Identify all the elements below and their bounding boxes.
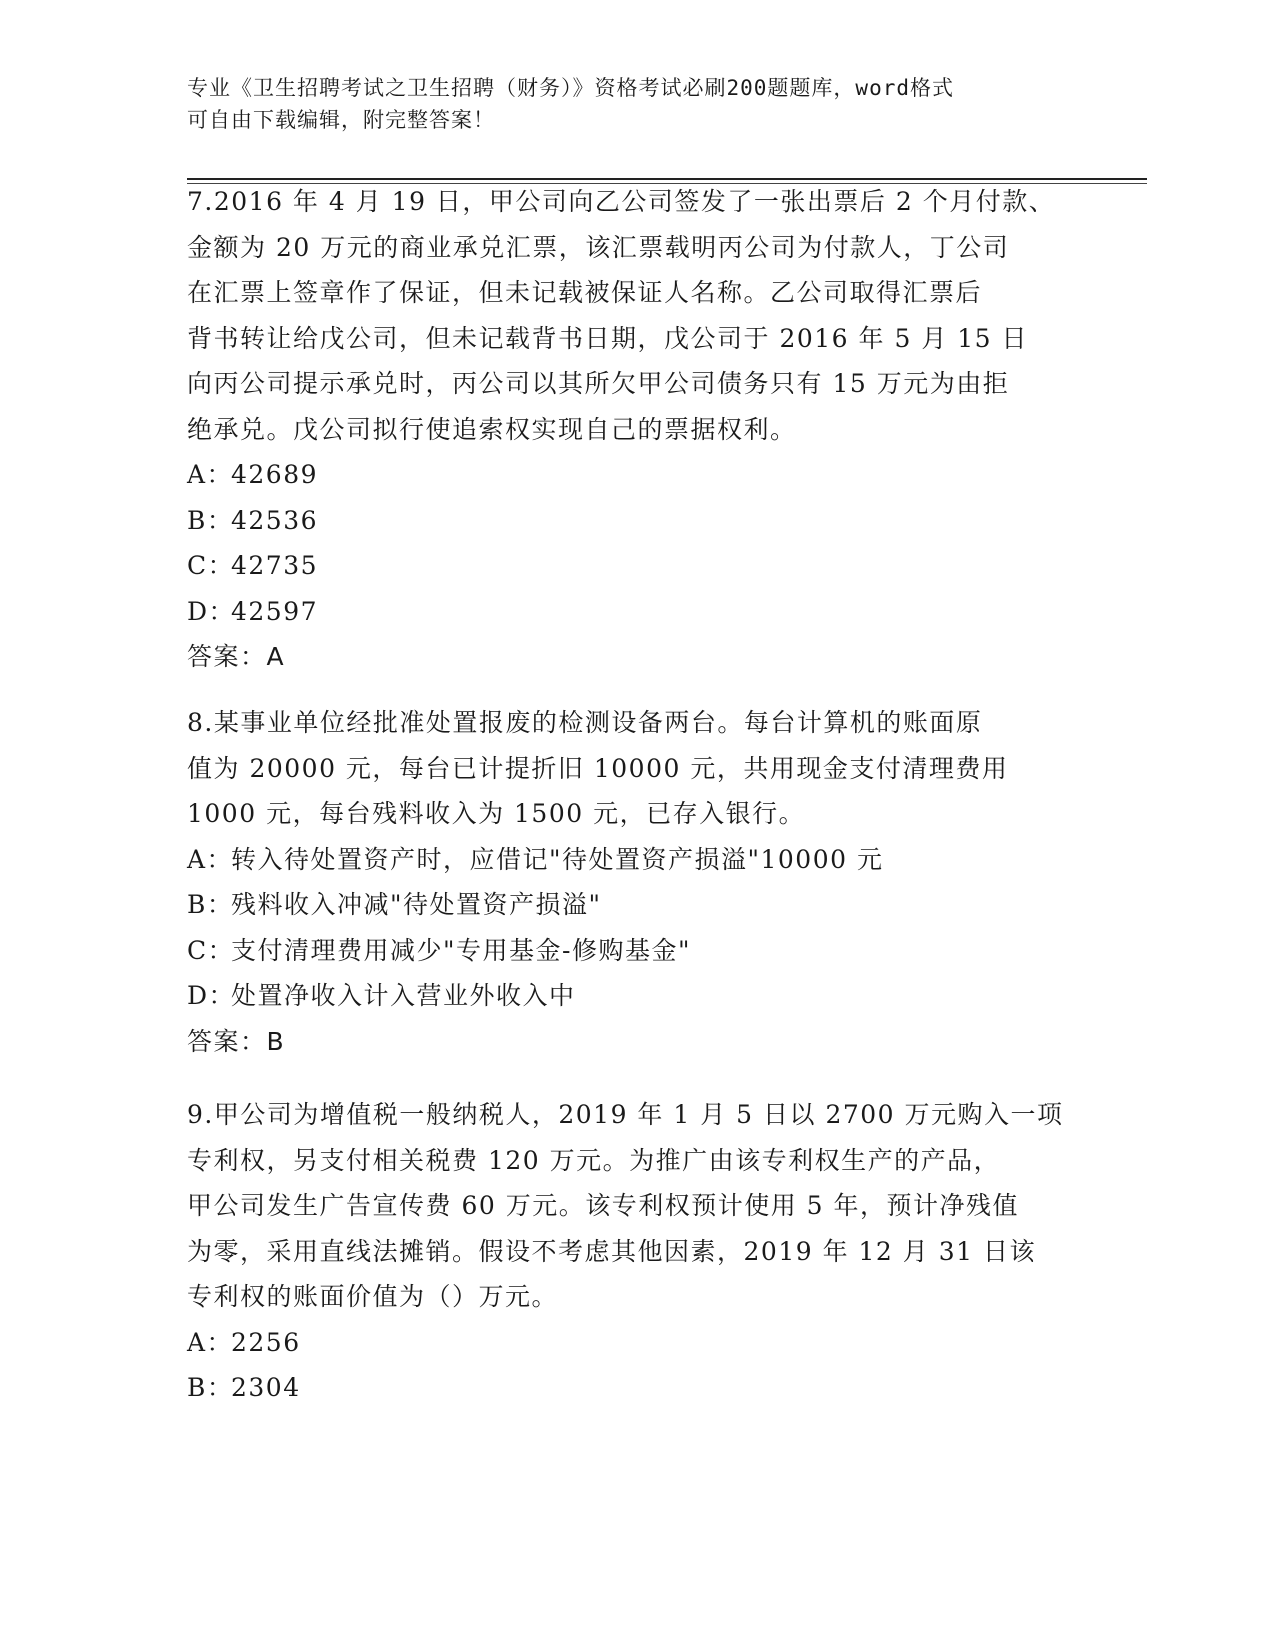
question-8 [187, 700, 1087, 1064]
option-key: A： [187, 844, 234, 874]
stem-line: 专利权的账面价值为（）万元。 [187, 1282, 559, 1311]
option-key: B： [187, 505, 234, 535]
stem-line: 值为 20000 元，每台已计提折旧 10000 元，共用现金支付清理费用 [187, 753, 1009, 783]
option-key: A： [187, 460, 234, 489]
stem-line: 1000 元，每台残料收入为 1500 元，已存入银行。 [187, 799, 806, 828]
option-key: B： [187, 890, 234, 919]
stem-line: 9.甲公司为增值税一般纳税人，2019 年 1 月 5 日以 2700 万元购入一项 [187, 1100, 1064, 1129]
option-d [187, 589, 1087, 635]
option-b [187, 1365, 1087, 1411]
question-7 [187, 179, 1087, 680]
header-line-2: 可自由下载编辑，附完整答案！ [187, 108, 495, 132]
question-stem [187, 700, 1087, 837]
question-stem [187, 179, 1087, 452]
document-header [187, 72, 1087, 136]
stem-line: 背书转让给戊公司，但未记载背书日期，戊公司于 2016 年 5 月 15 日 [187, 323, 1029, 353]
stem-line: 7.2016 年 4 月 19 日，甲公司向乙公司签发了一张出票后 2 个月付款、 [187, 187, 1056, 216]
stem-line: 为零，采用直线法摊销。假设不考虑其他因素，2019 年 12 月 31 日该 [187, 1236, 1036, 1266]
option-a [187, 837, 1087, 883]
option-text: 2256 [231, 1327, 301, 1357]
option-text: 处置净收入计入营业外收入中 [231, 981, 576, 1010]
stem-line: 8.某事业单位经批准处置报废的检测设备两台。每台计算机的账面原 [187, 708, 983, 737]
option-key: C： [187, 935, 235, 965]
option-text: 残料收入冲减"待处置资产损溢" [231, 890, 602, 919]
option-c [187, 928, 1087, 974]
option-text: 42597 [231, 596, 319, 626]
stem-line: 专利权，另支付相关税费 120 万元。为推广由该专利权生产的产品， [187, 1145, 1001, 1175]
option-text: 支付清理费用减少"专用基金-修购基金" [231, 935, 691, 965]
option-text: 42735 [231, 551, 319, 580]
option-d [187, 973, 1087, 1019]
option-key: B： [187, 1373, 234, 1402]
question-stem [187, 1092, 1087, 1320]
stem-line: 在汇票上签章作了保证，但未记载被保证人名称。乙公司取得汇票后 [187, 278, 983, 307]
stem-line: 金额为 20 万元的商业承兑汇票，该汇票载明丙公司为付款人，丁公司 [187, 232, 1010, 262]
option-key: C： [187, 551, 235, 580]
option-text: 42536 [231, 505, 319, 535]
option-a [187, 1320, 1087, 1366]
stem-line: 甲公司发生广告宣传费 60 万元。该专利权预计使用 5 年，预计净残值 [187, 1191, 1020, 1220]
option-key: D： [187, 596, 236, 626]
answer-line: 答案：B [187, 1026, 286, 1056]
option-c [187, 543, 1087, 589]
option-key: A： [187, 1327, 234, 1357]
answer-line: 答案：A [187, 642, 286, 671]
option-text: 转入待处置资产时，应借记"待处置资产损溢"10000 元 [231, 844, 884, 874]
option-a [187, 452, 1087, 498]
question-9 [187, 1092, 1087, 1411]
option-b [187, 498, 1087, 544]
option-text: 2304 [231, 1373, 301, 1402]
stem-line: 绝承兑。戊公司拟行使追索权实现自己的票据权利。 [187, 414, 797, 444]
stem-line: 向丙公司提示承兑时，丙公司以其所欠甲公司债务只有 15 万元为由拒 [187, 369, 1010, 398]
header-line-1: 专业《卫生招聘考试之卫生招聘（财务）》资格考试必刷200题题库，word格式 [187, 76, 954, 100]
option-key: D： [187, 981, 236, 1010]
option-b [187, 882, 1087, 928]
option-text: 42689 [231, 460, 319, 489]
